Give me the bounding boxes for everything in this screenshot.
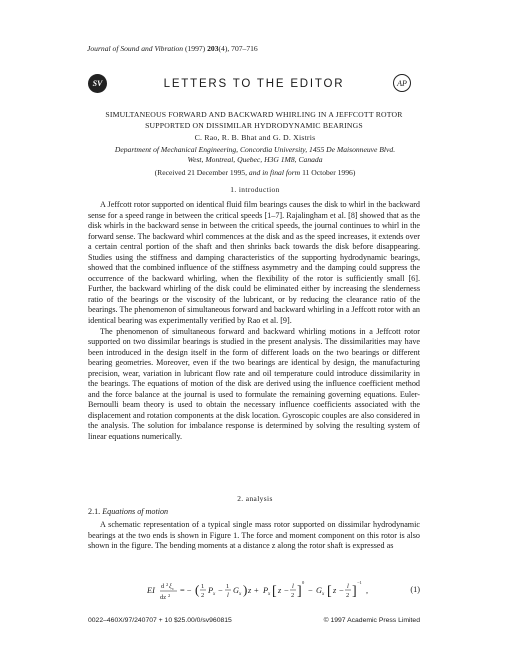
affiliation-line-2: West, Montreal, Quebec, H3G 1M8, Canada: [187, 155, 323, 164]
section-banner: LETTERS TO THE EDITOR: [163, 78, 345, 90]
svg-text:): ): [243, 582, 248, 597]
svg-text:−: −: [339, 586, 344, 595]
author-affiliation: [90, 145, 420, 165]
svg-text:0: 0: [302, 580, 305, 585]
svg-text:c: c: [172, 586, 174, 591]
svg-text:x: x: [213, 592, 216, 597]
svg-text:l: l: [292, 583, 294, 590]
svg-text:[: [: [327, 584, 332, 599]
svg-text:EI: EI: [147, 586, 155, 595]
svg-text:2: 2: [291, 592, 295, 599]
received-dates: (Received 21 December 1995, and in final form 11 October 1996): [154, 168, 356, 177]
ap-publisher-logo: AP: [393, 74, 411, 92]
svg-text:z: z: [278, 586, 282, 595]
journal-volume: 203: [207, 44, 219, 53]
svg-text:−: −: [308, 586, 313, 595]
journal-name: Journal of Sound and Vibration: [87, 44, 184, 53]
sv-publisher-logo: SV: [88, 74, 107, 93]
svg-text:dz: dz: [160, 594, 167, 601]
svg-text:z: z: [333, 586, 337, 595]
bending-moment-equation: [147, 579, 417, 603]
equation-number: (1): [410, 585, 420, 594]
svg-text:(: (: [195, 582, 200, 597]
footer-issn: 0022–460X/97/240707 + 10 $25.00/0/sv960815: [88, 617, 232, 624]
svg-text:l: l: [227, 592, 229, 599]
svg-text:G: G: [316, 586, 322, 595]
equation-1: [88, 579, 420, 603]
svg-text:x: x: [268, 592, 271, 597]
svg-text:P: P: [263, 586, 269, 595]
svg-text:−: −: [218, 586, 223, 595]
svg-text:2: 2: [346, 592, 350, 599]
svg-text:−: −: [284, 586, 289, 595]
svg-text:2: 2: [201, 592, 205, 599]
svg-text:[: [: [272, 584, 277, 599]
paragraph: The phenomenon of simultaneous forward and backward whirling motions in a Jeffcott rotor supported on two dissimilar bearings is studied in the present analysis. The dissimilarities may have been introduced in the design itself in the form of different loads on the two bearings or different bearing geometries. Moreover, even if the two bearings are identical by design, the manufacturing precision, wear, variation in lubricant flow rate and oil temperature could introduce dissimilarity in the bearings. The equations of motion of the disk are derived using the influence coefficient method and the force balance at the journal is used to formulate the remaining governing equations. Euler-Bernoulli beam theory is used to obtain the necessary influence coefficients associated with the displacement and rotation components at the disk location. Gyroscopic couples are also considered in the analysis. The solution for imbalance response is determined by solving the resulting system of linear equations numerically.: [88, 326, 420, 442]
journal-reference: [87, 44, 258, 53]
paragraph: A schematic representation of a typical single mass rotor supported on dissimilar hydrodynamic bearings at the two ends is shown in Figure 1. The force and moment component on this rotor is also shown in the figure. The bending moments at a distance z along the rotor shaft is expressed as: [88, 520, 420, 551]
svg-text:= −: = −: [180, 586, 192, 595]
section-1-body: [88, 200, 420, 443]
section-2-heading: 2. analysis: [237, 494, 273, 503]
article-title: SIMULTANEOUS FORWARD AND BACKWARD WHIRLING IN A JEFFCOTT ROTOR SUPPORTED ON DISSIMILAR HYDRODYNAMIC BEARINGS: [105, 110, 403, 130]
svg-text:x: x: [239, 592, 242, 597]
footer-copyright: © 1997 Academic Press Limited: [323, 617, 420, 624]
svg-text:+: +: [254, 586, 259, 595]
svg-text:z: z: [248, 586, 252, 595]
svg-text:G: G: [233, 586, 239, 595]
svg-text:2: 2: [168, 593, 171, 598]
svg-text:]: ]: [297, 584, 302, 599]
subsection-heading: 2.1. Equations of motion: [88, 507, 169, 516]
affiliation-line-1: Department of Mechanical Engineering, Concordia University, 1455 De Maisonneuve Blvd.: [114, 145, 396, 154]
svg-text:d: d: [161, 583, 165, 590]
svg-text:2: 2: [166, 582, 169, 587]
journal-year: (1997): [184, 44, 206, 53]
paragraph: A Jeffcott rotor supported on identical fluid film bearings causes the disk to whirl in the backward sense for a speed range in between the critical speeds [1–7]. Rajalingham et al. [8] showed that as the disk whirls in the backward sense in between the critical speeds, the journal continues to whirl in the forward sense. The backward whirl commences at the disk and as the speed increases, it extends over a certain central portion of the shaft and then shrinks back towards the disk before disappearing. Studies using the stiffness and damping characteristics of the supporting hydrodynamic bearings, showed that the combined influence of the stiffness asymmetry and the damping could suppress the occurrence of the backward whirling, when the flexibility of the rotor is sufficiently small [6]. Further, the backward whirling of the disk could be eliminated either by increasing the slenderness ratio of the bearings or the viscosity of the lubricant, or by reducing the clearance ratio of the bearings. The phenomenon of simultaneous forward and backward whirling in a Jeffcott rotor with an identical bearing was experimentally verified by Rao et al. [9].: [88, 200, 420, 326]
article-authors: C. Rao, R. B. Bhat and G. D. Xistris: [194, 133, 316, 142]
svg-text:−1: −1: [357, 580, 362, 585]
section-2-body: [88, 520, 420, 552]
svg-text:1: 1: [226, 583, 230, 590]
svg-text:x: x: [322, 592, 325, 597]
journal-issue-pages: (4), 707–716: [218, 44, 258, 53]
svg-text:1: 1: [201, 583, 205, 590]
section-1-heading: 1. introduction: [230, 185, 280, 194]
svg-text:]: ]: [352, 584, 357, 599]
svg-text:l: l: [347, 583, 349, 590]
svg-text:ξ: ξ: [169, 583, 172, 590]
svg-text:P: P: [208, 586, 214, 595]
svg-text:,: ,: [366, 586, 369, 595]
